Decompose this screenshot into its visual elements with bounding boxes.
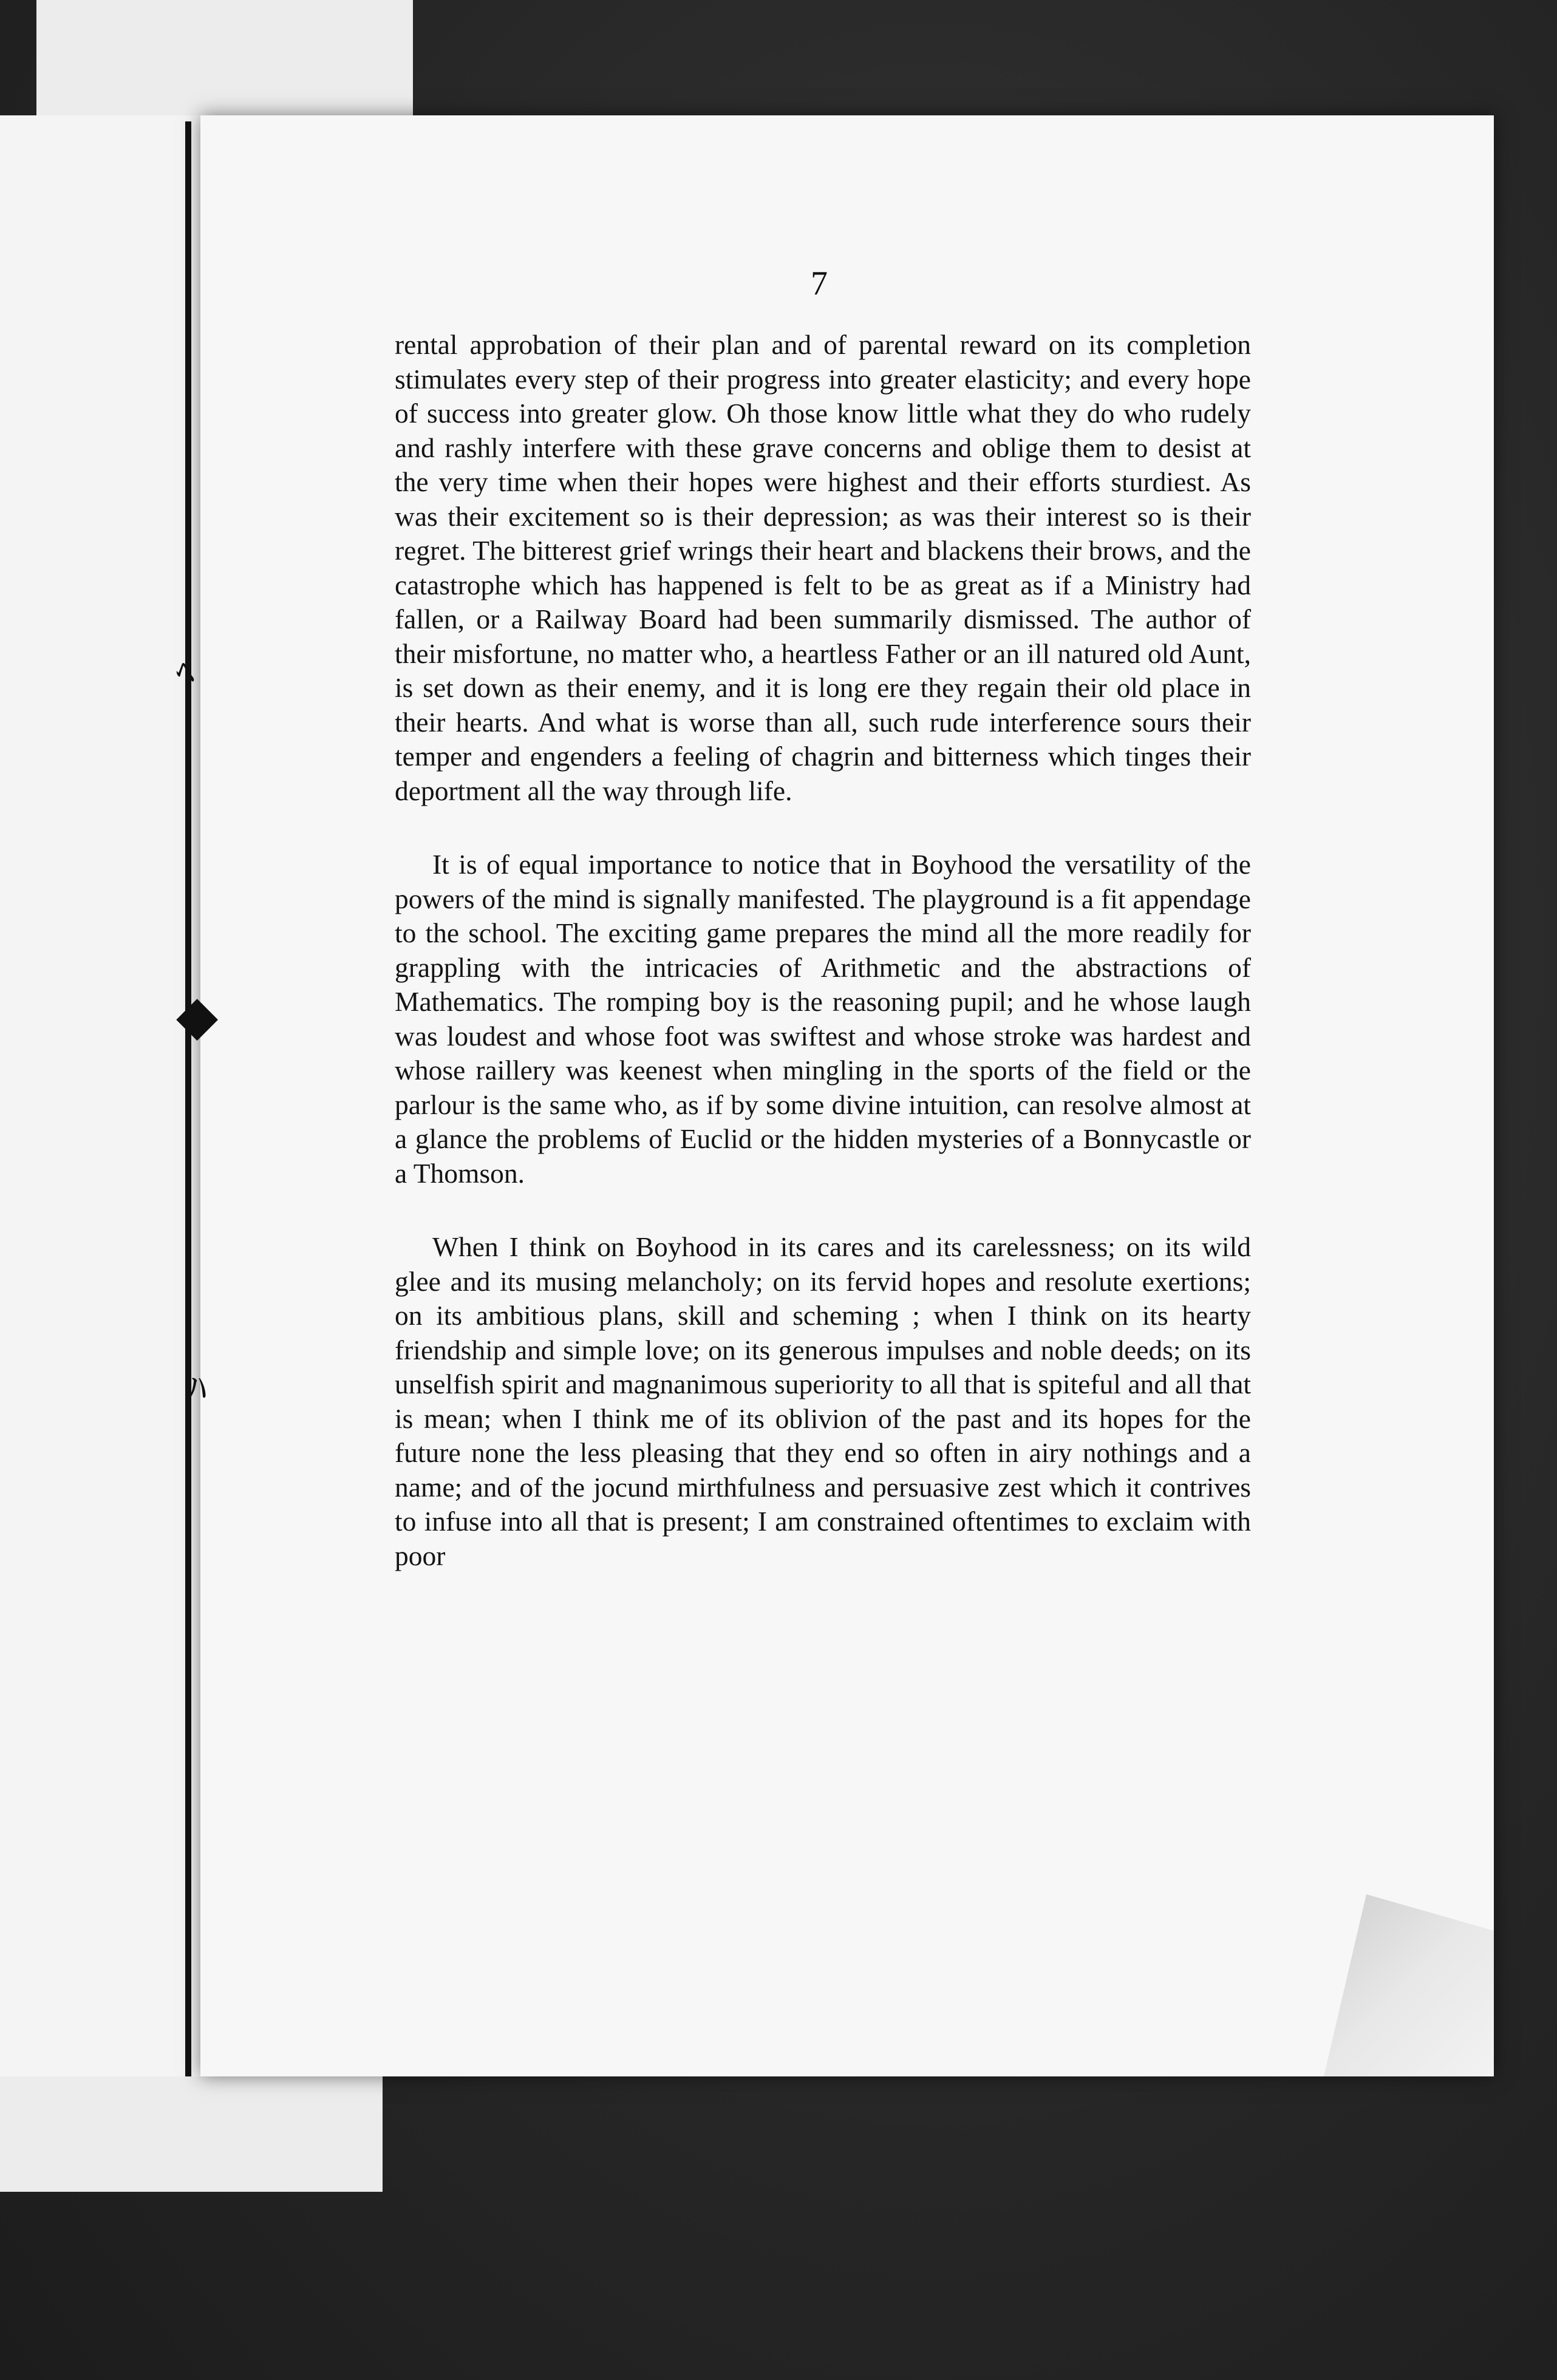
paragraph-1: rental approbation of their plan and of parental reward on its completion stimulates every step of their progress into greater elasticity; and every hope of success into greater glow. Oh those know little what they do who rudely and rashly interfere with these grave concerns and oblige them to desist at the very time when their hopes were highest and their efforts sturdiest. As was their excitement so is their depression; as was their interest so is their regret. The bitterest grief wrings their heart and blackens their brows, and the catastrophe which has happened is felt to be as great as if a Ministry had fallen, or a Railway Board had been summarily dismissed. The author of their misfortune, no matter who, a heartless Father or an ill natured old Aunt, is set down as their enemy, and it is long ere they regain their old place in their hearts. And what is worse than all, such rude interference sours their temper and engenders a feeling of chagrin and bitterness which tinges their deportment all the way through life.	[395, 329, 1251, 806]
binding-gutter	[185, 121, 191, 2076]
top-paper-tab	[36, 0, 413, 115]
body-text	[395, 328, 1251, 1613]
binding-stitch-mark: ﾊ	[188, 1369, 206, 1409]
binding-stitch-mark: ◆	[176, 986, 219, 1046]
bottom-paper-tab	[0, 2076, 383, 2192]
page-number: 7	[811, 265, 828, 302]
binding-stitch-mark: ﾍ	[176, 653, 194, 693]
paragraph-2: It is of equal importance to notice that in Boyhood the versatility of the powers of the mind is signally manifested. The playground is a fit appendage to the school. The exciting game prepares the mind all the more readily for grappling with the intricacies of Arithmetic and the abstractions of Mathematics. The romping boy is the reasoning pupil; and he whose laugh was loudest and whose foot was swiftest and whose stroke was hardest and whose raillery was keenest when mingling in the sports of the field or the parlour is the same who, as if by some divine intuition, can resolve almost at a glance the problems of Euclid or the hidden mysteries of a Bonnycastle or a Thomson.	[395, 849, 1251, 1189]
facing-page-strip	[0, 115, 203, 2076]
paragraph-3: When I think on Boyhood in its cares and its carelessness; on its wild glee and its musing melancholy; on its fervid hopes and resolute exertions; on its ambitious plans, skill and scheming ; when I think on its hearty friendship and simple love; on its generous impulses and noble deeds; on its unselfish spirit and magnanimous superiority to all that is spiteful and all that is mean; when I think me of its oblivion of the past and its hopes for the future none the less pleasing that they end so often in airy nothings and a name; and of the jocund mirthfulness and persuasive zest which it contrives to infuse into all that is present; I am constrained oftentimes to exclaim with poor	[395, 1231, 1251, 1571]
